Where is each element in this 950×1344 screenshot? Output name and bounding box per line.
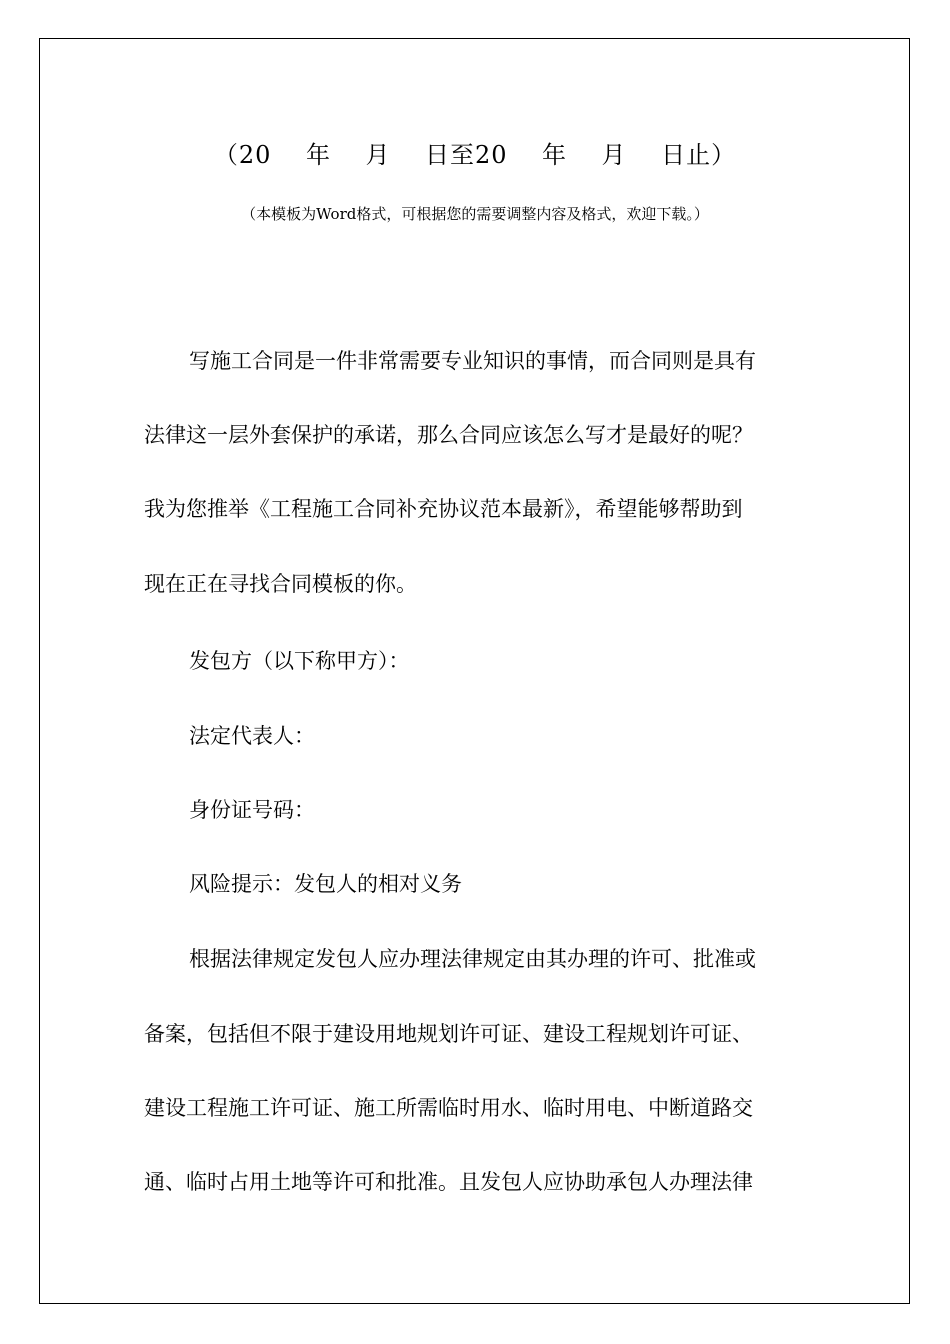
paragraph-line: 通、临时占用土地等许可和批准。且发包人应协助承包人办理法律	[144, 1170, 753, 1194]
paragraph-line: 备案，包括但不限于建设用地规划许可证、建设工程规划许可证、	[144, 1022, 753, 1046]
template-note: （本模板为Word格式，可根据您的需要调整内容及格式，欢迎下载。）	[241, 205, 709, 223]
paragraph-line: 法律这一层外套保护的承诺，那么合同应该怎么写才是最好的呢？	[144, 423, 753, 447]
paragraph-line: 我为您推举《工程施工合同补充协议范本最新》，希望能够帮助到	[144, 497, 743, 521]
id-number-label: 身份证号码：	[189, 798, 315, 822]
party-a-label: 发包方（以下称甲方）：	[189, 649, 410, 673]
paragraph-line: 建设工程施工许可证、施工所需临时用水、临时用电、中断道路交	[144, 1096, 753, 1120]
paragraph-line: 根据法律规定发包人应办理法律规定由其办理的许可、批准或	[189, 947, 756, 971]
risk-tip-heading: 风险提示：发包人的相对义务	[189, 872, 462, 896]
paragraph-line: 现在正在寻找合同模板的你。	[144, 572, 417, 596]
paragraph-line: 写施工合同是一件非常需要专业知识的事情，而合同则是具有	[189, 349, 756, 373]
legal-representative-label: 法定代表人：	[189, 724, 315, 748]
contract-period-line: （20 年 月 日至20 年 月 日止）	[213, 141, 737, 169]
